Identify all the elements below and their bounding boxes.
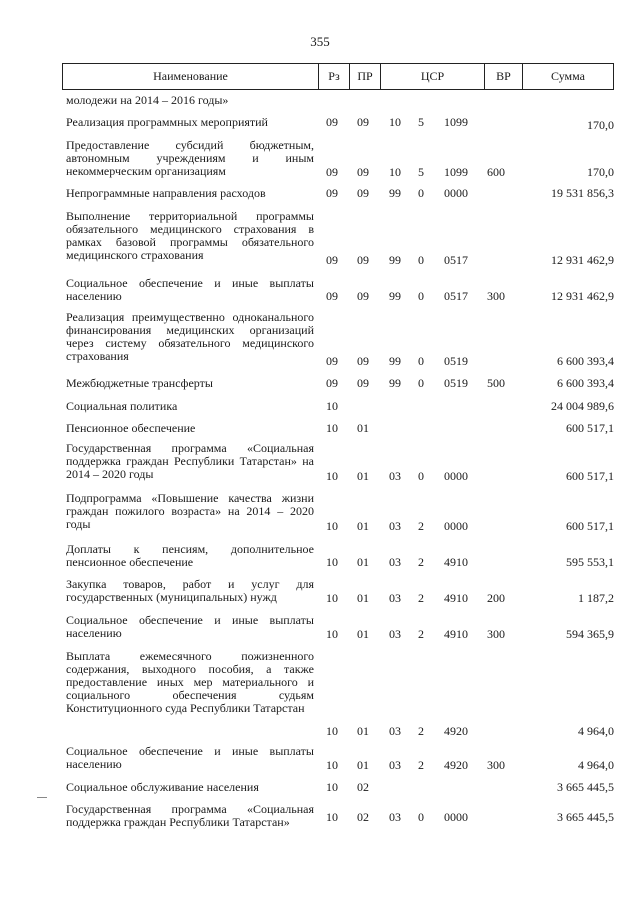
- row-csr-program: 03: [389, 627, 401, 641]
- row-sum: 3 665 445,5: [557, 780, 614, 794]
- row-csr-direction: 4910: [444, 555, 468, 569]
- row-csr-subprogram: 0: [418, 186, 424, 200]
- row-pr: 09: [357, 376, 369, 390]
- row-pr: 01: [357, 555, 369, 569]
- row-csr-subprogram: 2: [418, 724, 424, 738]
- row-name: Социальное обслуживание населения: [66, 780, 259, 794]
- row-sum: 19 531 856,3: [551, 186, 614, 200]
- row-csr-direction: 0000: [444, 469, 468, 483]
- row-csr-subprogram: 2: [418, 758, 424, 772]
- row-sum: 600 517,1: [566, 421, 614, 435]
- row-rz: 10: [326, 724, 338, 738]
- margin-mark: [37, 797, 47, 798]
- row-csr-subprogram: 0: [418, 810, 424, 824]
- row-csr-direction: 4910: [444, 591, 468, 605]
- row-name: Предоставление субсидий бюджетным, автономным учреждениям и иным некоммерческим организациям: [66, 138, 314, 178]
- row-name: Социальное обеспечение и иные выплаты населению: [66, 276, 314, 303]
- row-pr: 09: [357, 186, 369, 200]
- row-pr: 01: [357, 421, 369, 435]
- row-csr-subprogram: 5: [418, 165, 424, 179]
- row-csr-subprogram: 0: [418, 376, 424, 390]
- table-header: [62, 63, 614, 90]
- header-sum: Сумма: [551, 69, 585, 83]
- row-sum: 3 665 445,5: [557, 810, 614, 824]
- row-rz: 09: [326, 376, 338, 390]
- row-vr: 600: [487, 165, 505, 179]
- row-sum: 12 931 462,9: [551, 253, 614, 267]
- row-csr-direction: 0519: [444, 376, 468, 390]
- row-csr-program: 10: [389, 115, 401, 129]
- row-vr: 300: [487, 758, 505, 772]
- row-pr: 01: [357, 519, 369, 533]
- row-csr-direction: 4910: [444, 627, 468, 641]
- header-pr: ПР: [350, 64, 381, 89]
- row-csr-program: 03: [389, 810, 401, 824]
- row-rz: 10: [326, 627, 338, 641]
- row-sum: 6 600 393,4: [557, 354, 614, 368]
- row-name: Пенсионное обеспечение: [66, 421, 196, 435]
- row-csr-direction: 1099: [444, 115, 468, 129]
- row-csr-subprogram: 2: [418, 555, 424, 569]
- row-rz: 10: [326, 758, 338, 772]
- row-name: Социальное обеспечение и иные выплаты населению: [66, 613, 314, 640]
- row-name: молодежи на 2014 – 2016 годы»: [66, 93, 229, 107]
- row-rz: 10: [326, 399, 338, 413]
- row-rz: 09: [326, 354, 338, 368]
- row-csr-subprogram: 5: [418, 115, 424, 129]
- row-name: Реализация программных мероприятий: [66, 115, 268, 129]
- row-sum: 594 365,9: [566, 627, 614, 641]
- header-rz: Рз: [319, 64, 350, 89]
- row-name: Социальная политика: [66, 399, 178, 413]
- row-sum: 12 931 462,9: [551, 289, 614, 303]
- row-rz: 10: [326, 519, 338, 533]
- row-sum: 595 553,1: [566, 555, 614, 569]
- row-name: Социальное обеспечение и иные выплаты населению: [66, 744, 314, 771]
- row-pr: 01: [357, 469, 369, 483]
- row-csr-subprogram: 0: [418, 354, 424, 368]
- row-name: Государственная программа «Социальная поддержка граждан Республики Татарстан»: [66, 802, 314, 829]
- row-rz: 10: [326, 810, 338, 824]
- row-csr-subprogram: 2: [418, 627, 424, 641]
- row-name: Государственная программа «Социальная поддержка граждан Республики Татарстан» на 2014 – 2020 годы: [66, 441, 314, 481]
- page-number: 355: [310, 34, 330, 49]
- header-name: Наименование: [63, 64, 319, 89]
- row-name: Выполнение территориальной программы обязательного медицинского страхования в рамках базовой программы обязательного медицинского страхования: [66, 209, 314, 262]
- row-name: Непрограммные направления расходов: [66, 186, 266, 200]
- row-rz: 09: [326, 115, 338, 129]
- row-csr-program: 99: [389, 186, 401, 200]
- row-csr-program: 99: [389, 253, 401, 267]
- row-rz: 10: [326, 469, 338, 483]
- row-sum: 4 964,0: [578, 758, 614, 772]
- row-csr-direction: 1099: [444, 165, 468, 179]
- row-rz: 09: [326, 289, 338, 303]
- row-pr: 01: [357, 758, 369, 772]
- header-vr: ВР: [485, 64, 523, 89]
- row-name: Закупка товаров, работ и услуг для государственных (муниципальных) нужд: [66, 577, 314, 604]
- row-rz: 10: [326, 780, 338, 794]
- row-name: Подпрограмма «Повышение качества жизни граждан пожилого возраста» на 2014 – 2020 годы: [66, 491, 314, 531]
- row-pr: 09: [357, 253, 369, 267]
- row-rz: 09: [326, 253, 338, 267]
- row-pr: 01: [357, 627, 369, 641]
- row-sum: 4 964,0: [578, 724, 614, 738]
- row-name: Межбюджетные трансферты: [66, 376, 213, 390]
- row-pr: 09: [357, 354, 369, 368]
- row-pr: 09: [357, 165, 369, 179]
- row-csr-direction: 4920: [444, 758, 468, 772]
- row-csr-program: 03: [389, 758, 401, 772]
- row-csr-subprogram: 0: [418, 253, 424, 267]
- row-csr-subprogram: 2: [418, 519, 424, 533]
- row-csr-program: 03: [389, 469, 401, 483]
- row-csr-subprogram: 0: [418, 289, 424, 303]
- row-csr-program: 99: [389, 376, 401, 390]
- row-rz: 09: [326, 186, 338, 200]
- row-rz: 10: [326, 555, 338, 569]
- row-sum: 170,0: [587, 165, 614, 179]
- row-csr-program: 03: [389, 555, 401, 569]
- row-sum: 1 187,2: [578, 591, 614, 605]
- row-csr-direction: 0517: [444, 253, 468, 267]
- row-csr-direction: 0000: [444, 519, 468, 533]
- row-vr: 200: [487, 591, 505, 605]
- header-csr: ЦСР: [381, 64, 485, 89]
- row-rz: 09: [326, 165, 338, 179]
- row-csr-direction: 0000: [444, 186, 468, 200]
- row-name: Доплаты к пенсиям, дополнительное пенсионное обеспечение: [66, 542, 314, 569]
- row-csr-subprogram: 0: [418, 469, 424, 483]
- row-csr-direction: 0000: [444, 810, 468, 824]
- row-csr-program: 99: [389, 289, 401, 303]
- row-csr-program: 10: [389, 165, 401, 179]
- row-pr: 02: [357, 780, 369, 794]
- row-csr-direction: 0519: [444, 354, 468, 368]
- row-name: Реализация преимущественно одноканального финансирования медицинских организаций через систему обязательного медицинского страхования: [66, 310, 314, 363]
- row-pr: 09: [357, 115, 369, 129]
- row-pr: 02: [357, 810, 369, 824]
- row-sum: 600 517,1: [566, 469, 614, 483]
- row-csr-direction: 4920: [444, 724, 468, 738]
- row-rz: 10: [326, 421, 338, 435]
- row-pr: 01: [357, 591, 369, 605]
- row-csr-program: 03: [389, 591, 401, 605]
- row-csr-subprogram: 2: [418, 591, 424, 605]
- row-sum: 600 517,1: [566, 519, 614, 533]
- row-name: Выплата ежемесячного пожизненного содержания, выходного пособия, а также предоставление иных мер материального и социального обеспечения судьям Конституционного суда Республики Татарстан: [66, 649, 314, 715]
- row-vr: 500: [487, 376, 505, 390]
- row-sum: 24 004 989,6: [551, 399, 614, 413]
- row-vr: 300: [487, 289, 505, 303]
- row-vr: 300: [487, 627, 505, 641]
- row-sum: 6 600 393,4: [557, 376, 614, 390]
- row-csr-program: 03: [389, 724, 401, 738]
- row-rz: 10: [326, 591, 338, 605]
- row-csr-direction: 0517: [444, 289, 468, 303]
- row-sum: 170,0: [587, 118, 614, 132]
- row-pr: 09: [357, 289, 369, 303]
- row-pr: 01: [357, 724, 369, 738]
- row-csr-program: 03: [389, 519, 401, 533]
- row-csr-program: 99: [389, 354, 401, 368]
